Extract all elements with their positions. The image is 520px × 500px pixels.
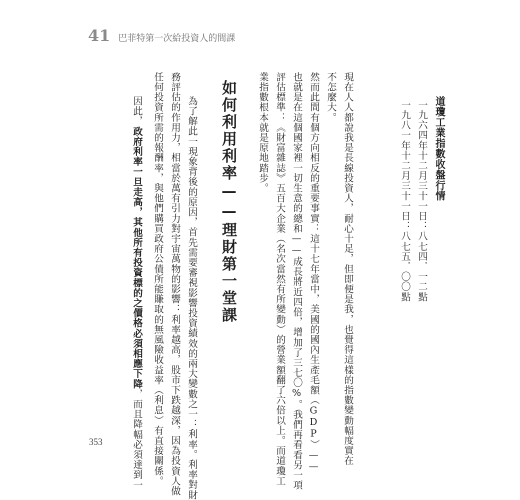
body-line-9: 任何投資所需的報酬率，與他們購買政府公債所能賺取的無風險收益率（利息）有直接關係。 (152, 72, 163, 487)
running-header (88, 26, 235, 52)
body-line-6: 業指數根本就是原地踏步。 (257, 72, 268, 194)
chapter-number: 41 (88, 26, 111, 45)
chapter-title: 巴菲特第一次給投資人的間課 (118, 34, 236, 44)
line-10-suffix: ，而且降幅必須達到一 (131, 388, 142, 490)
body-line-2: 不怎麼大。 (325, 72, 336, 123)
body-line-5: 評估標準：《財富雜誌》五百大企業（名次當然有所變動）的營業額翻了六倍以上。而道瓊工 (274, 72, 285, 487)
index-row-1964: 一九六四年十二月三十一日：八七四．一二點 (416, 100, 427, 302)
line-10-bold: 政府利率一旦走高，其他所有投資標的之價格必須相應下降 (131, 126, 142, 389)
body-line-3: 然而此間有個方向相反的重要事實：這十七年當中，美國的國內生產毛額（GDP）—— (308, 72, 319, 473)
page-number: 353 (89, 437, 103, 447)
section-heading: 如何利用利率——理財第一堂課 (220, 80, 238, 324)
body-line-10 (128, 96, 145, 490)
body-line-7: 為了解此一現象背後的原因，首先需要審視影響投資績效的兩大變數之一：利率。利率對財 (186, 96, 197, 500)
body-line-8: 務評估的作用力，相當於萬有引力對宇宙萬物的影響：利率越高，股市下跌越深，因為投資人做 (169, 72, 180, 497)
index-box-title: 道瓊工業指數收盤行情 (433, 96, 444, 201)
line-10-prefix: 因此， (131, 96, 142, 127)
body-line-1: 現在人人都說我是長線投資人，耐心十足，但即便是我，也覺得這樣的指數變動幅度實在 (342, 72, 353, 466)
index-row-1981: 一九八一年十二月三十一日：八七五．〇〇點 (399, 100, 410, 302)
body-line-4: 也就是在這個國家裡一切生意的總和——成長將近四倍，增加了三七〇%。我們再看看另一項 (291, 72, 302, 491)
